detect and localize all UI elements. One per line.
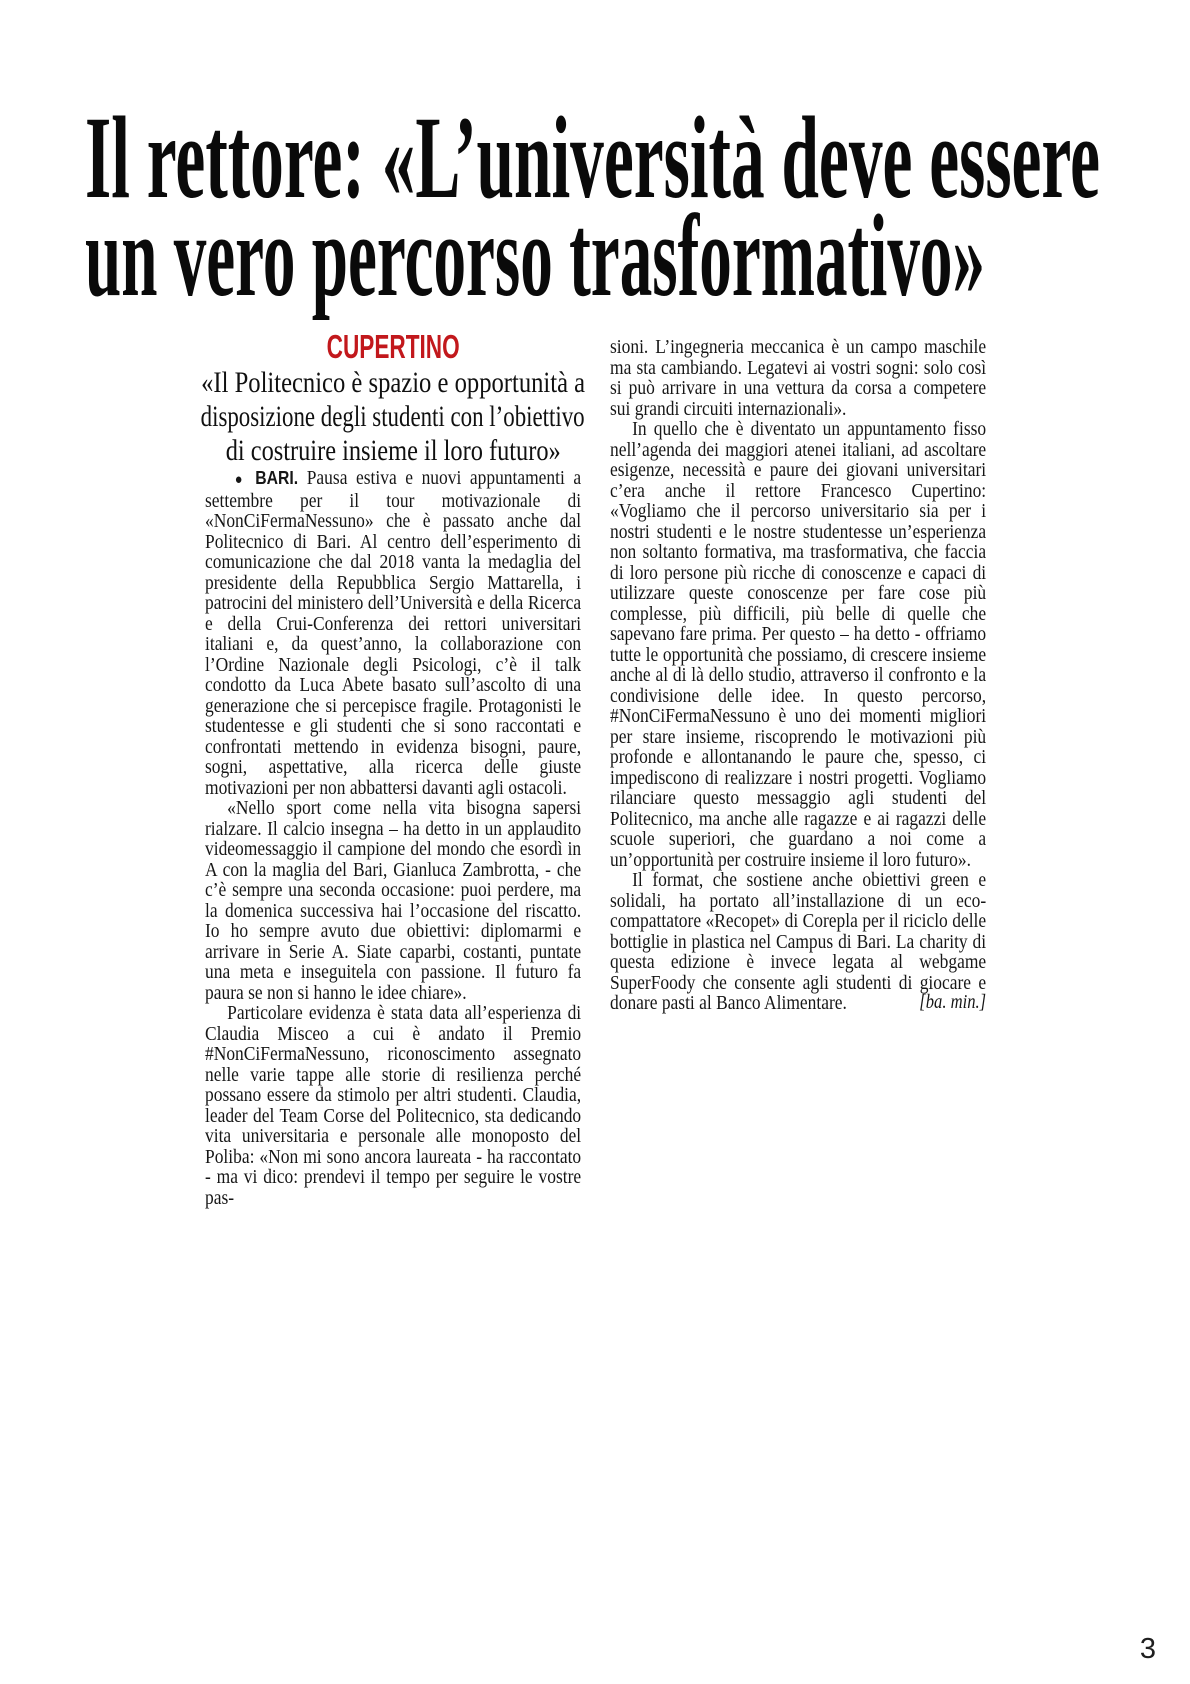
- article-paragraph: «Nello sport come nella vita bisogna sapersi rialzare. Il calcio insegna – ha detto in un applaudito videomessaggio il campione del mondo che esordì in A con la maglia del Bari, Gianluca Zambrotta, - che c’è sempre una seconda occasione: puoi perdere, ma la domenica successiva hai l’occasione del riscatto. Io ho sempre avuto due obiettivi: diplomarmi e arrivare in Serie A. Siate caparbi, costanti, puntate una meta e inseguitela con passione. Il futuro fa paura se non si hanno le idee chiare».: [205, 797, 582, 1004]
- article-headline: [85, 92, 1190, 321]
- subtitle-line: [187, 434, 599, 468]
- dateline-label: BARI.: [255, 467, 299, 488]
- article-column-left: [205, 468, 581, 1208]
- headline-line-text: un vero percorso trasformativo»: [85, 190, 985, 321]
- article-subtitle: [193, 366, 593, 468]
- article-paragraph: sioni. L’ingegneria meccanica è un campo maschile ma sta cambiando. Legatevi ai vostri sogni: solo così si può arrivare in una vettura da corsa a competere sui grandi circuiti internazionali».: [610, 336, 987, 420]
- article-paragraph: ● BARI. Pausa estiva e nuovi appuntamenti a settembre per il tour motivazionale di «NonCiFermaNessuno» che è passato anche dal Politecnico di Bari. Al centro dell’esperimento di comunicazione che dal 2018 vanta la medaglia del presidente della Repubblica Sergio Mattarella, i patrocini del ministero dell’Università e della Ricerca e della Crui-Conferenza dei rettori universitari italiani e, da quest’anno, la collaborazione con l’Ordine Nazionale degli Psicologi, c’è il talk condotto da Luca Abete basato sull’ascolto di una generazione che si percepisce fragile. Protagonisti le studentesse e gli studenti che si sono raccontati e confrontati mettendo in evidenza bisogni, paure, sogni, aspettative, alla ricerca delle giuste motivazioni per non abbattersi davanti agli ostacoli.: [205, 467, 582, 799]
- kicker-label: CUPERTINO: [326, 328, 460, 365]
- article-column-right: [610, 337, 986, 1014]
- article-paragraph: Particolare evidenza è stata data all’esperienza di Claudia Misceo a cui è andato il Premio #NonCiFermaNessuno, riconoscimento assegnato nelle varie tappe alle storie di resilienza perché possano essere da stimolo per altri studenti. Claudia, leader del Team Corse del Politecnico, sta dedicando vita universitaria e personale alle monoposto del Poliba: «Non mi sono ancora laureata - ha raccontato - ma vi dico: prendevi il tempo per seguire le vostre pas-: [205, 1002, 582, 1209]
- subtitle-line-text: «Il Politecnico è spazio e opportunità a: [201, 366, 586, 399]
- subtitle-line: [141, 400, 644, 434]
- subtitle-line-text: di costruire insieme il loro futuro»: [225, 434, 561, 467]
- dateline-bullet-icon: ●: [234, 472, 247, 488]
- subtitle-line: [159, 366, 627, 400]
- kicker: [205, 329, 581, 365]
- page-number: 3: [1139, 1633, 1156, 1665]
- subtitle-line-text: disposizione degli studenti con l’obiettivo: [201, 400, 586, 433]
- article-paragraph: Il format, che sostiene anche obiettivi green e solidali, ha portato all’installazione di un eco-compattatore «Recopet» di Corepla per il riciclo delle bottiglie in plastica nel Campus di Bari. La charity di questa edizione è invece legata al webgame SuperFoody che consente agli studenti di giocare e donare pasti al Banco Alimentare. [ba. min.]: [610, 869, 987, 1014]
- author-signature: [ba. min.]: [919, 992, 987, 1013]
- headline-line-text: Il rettore: «L’università deve essere: [85, 92, 1100, 223]
- article-paragraph: In quello che è diventato un appuntamento fisso nell’agenda dei maggiori atenei italiani, ad ascoltare esigenze, necessità e paure dei giovani universitari c’era anche il rettore Francesco Cupertino: «Vogliamo che il percorso universitario sia per i nostri studenti e le nostre studentesse un’esperienza non soltanto formativa, ma trasformativa, che faccia di loro persone più ricche di conoscenze e capaci di utilizzare queste conoscenze per fare cose più complesse, più difficili, più belle di quelle che sapevano fare prima. Per questo – ha detto - offriamo tutte le opportunità che possiamo, di crescere insieme anche al di là dello studio, attraverso il confronto e la condivisione delle idee. In questo percorso, #NonCiFermaNessuno è uno dei momenti migliori per stare insieme, riscoprendo le motivazioni più profonde e allontanando le paure che, spesso, ci impediscono di realizzare i nostri progetti. Vogliamo rilanciare questo messaggio agli studenti del Politecnico, ma anche alle ragazze e ai ragazzi delle scuole superiori, che guardano a noi come a un’opportunità per costruire insieme il loro futuro».: [610, 418, 987, 871]
